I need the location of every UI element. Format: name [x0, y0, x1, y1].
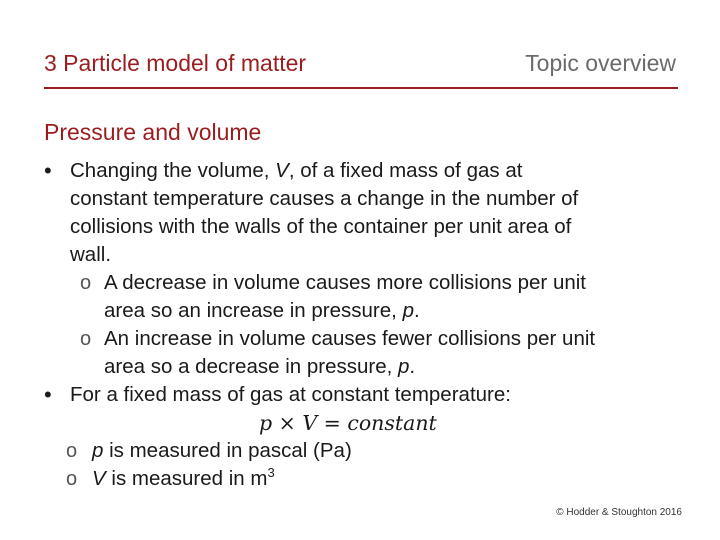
sub-bullet-icon: o — [66, 468, 78, 490]
sub-bullet-text: An increase in volume causes fewer collisions per unit — [104, 327, 596, 350]
text-run: area so an increase in pressure, — [104, 299, 403, 322]
slide-body — [44, 157, 684, 493]
text-run: . — [413, 299, 420, 322]
slide-title: Pressure and volume — [44, 119, 262, 145]
chapter-title: 3 Particle model of matter — [44, 50, 307, 76]
bullet-text: For a fixed mass of gas at constant temperature: — [70, 383, 511, 406]
text-run: . — [409, 355, 416, 378]
formula: p × V = constant — [259, 411, 437, 435]
sub-bullet-line — [44, 465, 684, 493]
variable-v: V — [92, 467, 106, 490]
sub-bullet-line — [44, 325, 684, 353]
superscript: 3 — [267, 465, 275, 481]
sub-bullet-text — [104, 297, 420, 325]
sub-bullet-icon: o — [80, 328, 92, 350]
variable-p: p — [92, 439, 104, 462]
sub-bullet-line — [44, 297, 684, 325]
sub-bullet-line — [44, 353, 684, 381]
bullet-text: constant temperature causes a change in the number of — [70, 187, 579, 210]
bullet-line — [44, 185, 684, 213]
variable-v: V — [275, 159, 289, 182]
formula-line — [44, 409, 684, 437]
bullet-icon: • — [44, 158, 52, 183]
variable-p: p — [398, 355, 410, 378]
text-run: area so a decrease in pressure, — [104, 355, 398, 378]
bullet-text: collisions with the walls of the container per unit area of — [70, 215, 572, 238]
text-run: is measured in m — [105, 467, 268, 490]
sub-bullet-text: A decrease in volume causes more collisions per unit — [104, 271, 586, 294]
sub-bullet-line — [44, 269, 684, 297]
bullet-line — [44, 241, 684, 269]
bullet-line — [44, 381, 684, 409]
bullet-text — [70, 157, 522, 185]
text-run: Changing the volume, — [70, 159, 276, 182]
variable-p: p — [402, 299, 414, 322]
bullet-line — [44, 157, 684, 185]
sub-bullet-text — [104, 353, 415, 381]
section-label: Topic overview — [525, 50, 676, 76]
sub-bullet-line — [44, 437, 684, 465]
sub-bullet-text — [92, 465, 275, 493]
sub-bullet-icon: o — [80, 272, 92, 294]
bullet-line — [44, 213, 684, 241]
sub-bullet-text — [92, 437, 352, 465]
bullet-text: wall. — [70, 243, 112, 266]
text-run: is measured in pascal (Pa) — [103, 439, 352, 462]
sub-bullet-icon: o — [66, 440, 78, 462]
text-run: , of a fixed mass of gas at — [288, 159, 523, 182]
header-divider — [44, 87, 678, 89]
copyright-notice: © Hodder & Stoughton 2016 — [556, 507, 682, 518]
bullet-icon: • — [44, 382, 52, 407]
